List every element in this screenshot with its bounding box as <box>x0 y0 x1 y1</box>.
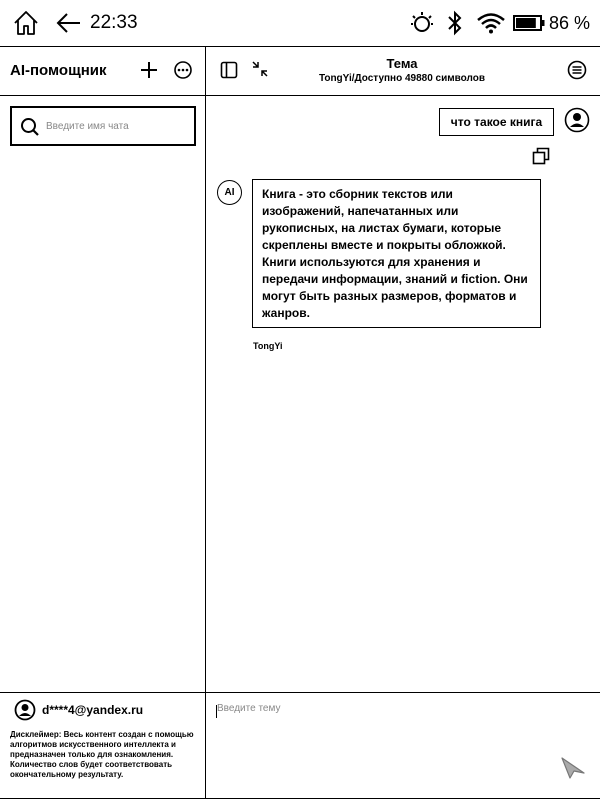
battery-icon <box>513 14 545 32</box>
user-message[interactable]: что такое книга <box>439 108 554 136</box>
message-input[interactable] <box>215 703 545 783</box>
top-divider <box>0 46 600 47</box>
panel-divider <box>205 46 206 799</box>
brightness-icon[interactable] <box>409 10 435 36</box>
battery-fill <box>516 18 536 28</box>
home-icon[interactable] <box>12 9 40 37</box>
bottom-divider <box>0 798 600 799</box>
battery-percent: 86 % <box>549 13 591 33</box>
shrink-icon[interactable] <box>252 61 268 77</box>
menu-icon[interactable] <box>567 60 587 80</box>
topic-title: Тема <box>386 56 418 71</box>
app-title: AI-помощник <box>10 62 107 79</box>
search-icon <box>20 117 40 137</box>
user-avatar-icon <box>564 107 590 133</box>
ai-avatar-badge: AI <box>217 180 242 205</box>
more-options-icon[interactable] <box>173 60 193 80</box>
bluetooth-icon[interactable] <box>444 10 466 36</box>
wifi-icon[interactable] <box>476 12 506 34</box>
new-chat-button[interactable] <box>139 60 159 80</box>
copy-icon[interactable] <box>532 147 550 165</box>
status-bar <box>0 0 600 46</box>
send-icon[interactable] <box>560 755 586 779</box>
account-email[interactable]: d****4@yandex.ru <box>42 703 144 717</box>
chat-search-box <box>10 106 196 146</box>
sidebar-toggle-icon[interactable] <box>220 61 238 79</box>
header-divider <box>0 95 600 96</box>
assistant-source-label: TongYi <box>253 341 283 351</box>
clock-time: 22:33 <box>90 12 138 33</box>
footer-divider <box>0 692 600 693</box>
disclaimer-text: Дисклеймер: Весь контент создан с помощью алгоритмов искусственного интеллекта и предназначен только для ознакомления. Количество слов будет соответствовать окончательному результату. <box>10 730 194 779</box>
assistant-message[interactable]: Книга - это сборник текстов или изображений, напечатанных или рукописных, на листах бумаги, которые скреплены вместе и покрыты обложкой. Книги используются для хранения и передачи информации, знаний и fiction. Они могут быть разных размеров, форматов и жанров. <box>252 179 541 328</box>
chat-search-input[interactable] <box>46 116 186 136</box>
topic-subtitle: TongYi/Доступно 49880 символов <box>318 73 486 84</box>
back-arrow-icon[interactable] <box>55 10 83 36</box>
account-avatar-icon[interactable] <box>14 699 36 721</box>
